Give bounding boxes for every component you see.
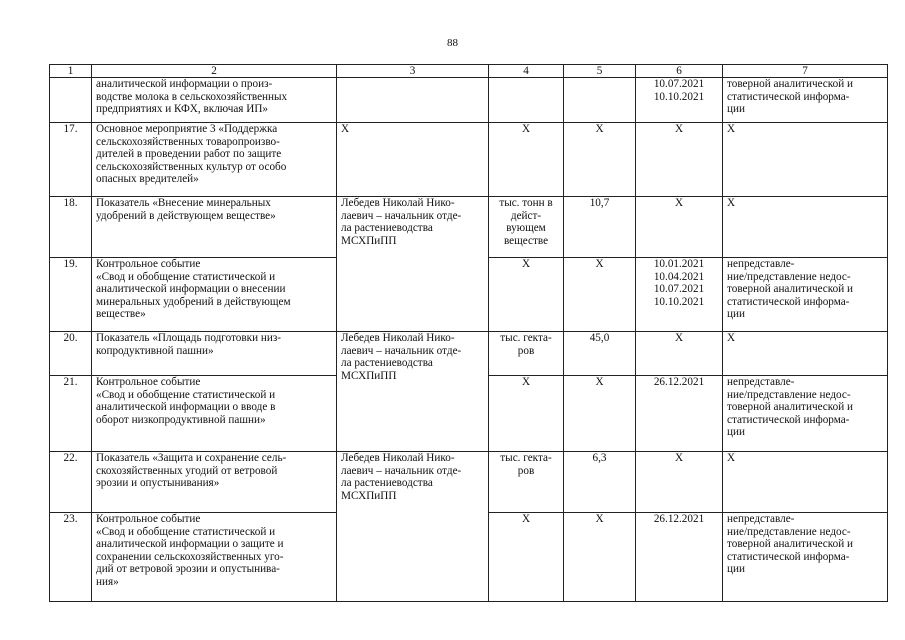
dates-cell (636, 258, 723, 332)
executor-cell (337, 78, 489, 123)
row-name-line: Контрольное событие (96, 376, 201, 388)
row-name-line: копродуктивной пашни» (96, 344, 214, 357)
value-cell: 45,0 (564, 332, 636, 376)
risk-line: ние/представление недос- (727, 270, 851, 283)
risk-line: Х (727, 332, 736, 344)
risk-line: статистической информа- (727, 550, 850, 563)
date-line: 10.07.2021 (653, 78, 705, 90)
executor-line: МСХПиПП (341, 369, 397, 382)
row-name-cell (92, 452, 337, 513)
row-name-cell (92, 197, 337, 258)
value-cell (564, 78, 636, 123)
table-row (50, 258, 888, 332)
unit-cell (489, 258, 564, 332)
row-name-cell (92, 123, 337, 197)
executor-cell (337, 513, 489, 602)
executor-line: Х (341, 123, 350, 135)
unit-line: ров (517, 344, 535, 357)
row-name-line: сохранении сельскохозяйственных уго- (96, 550, 284, 563)
date-line: 26.12.2021 (653, 376, 705, 388)
unit-line: ров (517, 464, 535, 477)
row-name-line: аналитической информации о внесении (96, 283, 286, 296)
value-cell: Х (564, 258, 636, 332)
row-number-cell: 17. (50, 123, 92, 197)
row-name-line: ния» (96, 575, 119, 588)
executor-cell (337, 332, 489, 452)
dates-cell (636, 123, 723, 197)
executor-line: ла растениеводства (341, 477, 433, 490)
risk-line: непредставле- (727, 376, 795, 388)
unit-line: дейст- (510, 209, 542, 222)
row-name-line: Показатель «Площадь подготовки низ- (96, 332, 282, 344)
risk-cell (723, 513, 888, 602)
risk-cell (723, 78, 888, 123)
date-line: 10.04.2021 (653, 270, 705, 283)
executor-cell (337, 452, 489, 513)
dates-cell (636, 452, 723, 513)
row-number-cell: 23. (50, 513, 92, 602)
row-name-line: Показатель «Защита и сохранение сель- (96, 452, 287, 464)
unit-cell (489, 197, 564, 258)
unit-line: Х (521, 513, 531, 525)
row-name-line: предприятиях и КФХ, включая ИП» (96, 103, 269, 116)
header-cell: 5 (564, 65, 636, 78)
unit-cell (489, 452, 564, 513)
risk-cell (723, 123, 888, 197)
unit-line: Х (521, 123, 531, 135)
row-name-cell (92, 332, 337, 376)
value-cell: 10,7 (564, 197, 636, 258)
risk-line: товерной аналитической и (727, 283, 854, 296)
row-name-line: удобрений в действующем веществе» (96, 209, 276, 222)
risk-line: ние/представление недос- (727, 525, 851, 538)
executor-line: Лебедев Николай Нико- (341, 452, 455, 464)
risk-line: Х (727, 452, 736, 464)
row-number-cell: 20. (50, 332, 92, 376)
row-number-cell: 21. (50, 376, 92, 452)
risk-line: Х (727, 197, 736, 209)
table-row (50, 452, 888, 513)
row-name-line: минеральных удобрений в действующем (96, 295, 291, 308)
row-name-cell (92, 376, 337, 452)
unit-cell (489, 376, 564, 452)
unit-line: Х (521, 258, 531, 270)
executor-cell (337, 197, 489, 258)
risk-line: статистической информа- (727, 295, 850, 308)
executor-line: ла растениеводства (341, 357, 433, 370)
header-cell: 4 (489, 65, 564, 78)
executor-line: лаевич – начальник отде- (341, 344, 462, 357)
executor-line: лаевич – начальник отде- (341, 209, 462, 222)
value-cell: Х (564, 513, 636, 602)
risk-line: Х (727, 123, 736, 135)
row-name-line: водстве молока в сельскохозяйственных (96, 90, 288, 103)
risk-line: ции (727, 426, 745, 439)
page-number: 88 (447, 37, 458, 49)
executor-line: Лебедев Николай Нико- (341, 197, 455, 209)
table-row (50, 123, 888, 197)
risk-line: непредставле- (727, 258, 795, 270)
date-line: Х (674, 332, 684, 344)
risk-cell (723, 258, 888, 332)
date-line: 10.10.2021 (653, 90, 705, 103)
value-cell: 6,3 (564, 452, 636, 513)
table-row (50, 197, 888, 258)
risk-line: ции (727, 103, 745, 116)
risk-line: товерной аналитической и (727, 78, 854, 90)
executor-line: ла растениеводства (341, 222, 433, 235)
date-line: 10.07.2021 (653, 283, 705, 296)
dates-cell (636, 332, 723, 376)
dates-cell (636, 197, 723, 258)
date-line: Х (674, 123, 684, 135)
row-name-line: аналитической информации о произ- (96, 78, 273, 90)
unit-cell (489, 123, 564, 197)
risk-line: товерной аналитической и (727, 401, 854, 414)
executor-cell (337, 123, 489, 197)
row-name-line: аналитической информации о защите и (96, 538, 284, 551)
table-row (50, 513, 888, 602)
unit-line: вующем (506, 222, 546, 235)
risk-line: ции (727, 563, 745, 576)
header-row (50, 65, 888, 78)
row-name-line: Контрольное событие (96, 513, 201, 525)
risk-cell (723, 197, 888, 258)
row-name-line: дий от ветровой эрозии и опустынива- (96, 563, 280, 576)
row-name-cell (92, 513, 337, 602)
unit-cell (489, 332, 564, 376)
row-name-line: дителей в проведении работ по защите (96, 148, 282, 161)
plan-table (49, 64, 888, 602)
executor-line: МСХПиПП (341, 489, 397, 502)
unit-line: Х (521, 376, 531, 388)
row-name-line: «Свод и обобщение статистической и (96, 388, 276, 401)
row-name-line: сельскохозяйственных товаропроизво- (96, 135, 280, 148)
row-number-cell: 19. (50, 258, 92, 332)
header-cell: 1 (50, 65, 92, 78)
header-cell: 7 (723, 65, 888, 78)
executor-cell (337, 258, 489, 332)
date-line: Х (674, 452, 684, 464)
risk-cell (723, 332, 888, 376)
executor-line: Лебедев Николай Нико- (341, 332, 455, 344)
date-line: 10.10.2021 (653, 295, 705, 308)
row-name-cell (92, 78, 337, 123)
risk-cell (723, 452, 888, 513)
risk-line: непредставле- (727, 513, 795, 525)
row-name-line: аналитической информации о вводе в (96, 401, 276, 414)
row-name-line: скохозяйственных угодий от ветровой (96, 464, 278, 477)
value-cell: Х (564, 376, 636, 452)
unit-line: тыс. тонн в (499, 197, 553, 209)
row-name-line: Основное мероприятие 3 «Поддержка (96, 123, 278, 135)
unit-cell (489, 78, 564, 123)
row-name-line: «Свод и обобщение статистической и (96, 270, 276, 283)
row-name-line: эрозии и опустынивания» (96, 477, 220, 490)
date-line: 26.12.2021 (653, 513, 705, 525)
date-line: Х (674, 197, 684, 209)
header-cell: 2 (92, 65, 337, 78)
table-row (50, 78, 888, 123)
row-number-cell (50, 78, 92, 123)
table-row (50, 332, 888, 376)
row-number-cell: 18. (50, 197, 92, 258)
row-name-line: Контрольное событие (96, 258, 201, 270)
date-line: 10.01.2021 (653, 258, 705, 270)
unit-line: веществе (503, 234, 549, 247)
row-name-line: веществе» (96, 308, 146, 321)
row-name-cell (92, 258, 337, 332)
unit-line: тыс. гекта- (500, 332, 552, 344)
risk-line: товерной аналитической и (727, 538, 854, 551)
row-number-cell: 22. (50, 452, 92, 513)
header-cell: 6 (636, 65, 723, 78)
row-name-line: оборот низкопродуктивной пашни» (96, 413, 266, 426)
row-name-line: опасных вредителей» (96, 173, 199, 186)
unit-cell (489, 513, 564, 602)
unit-line: тыс. гекта- (500, 452, 552, 464)
risk-line: статистической информа- (727, 90, 850, 103)
risk-line: статистической информа- (727, 413, 850, 426)
risk-line: ние/представление недос- (727, 388, 851, 401)
header-cell: 3 (337, 65, 489, 78)
row-name-line: сельскохозяйственных культур от особо (96, 160, 287, 173)
executor-line: лаевич – начальник отде- (341, 464, 462, 477)
dates-cell (636, 513, 723, 602)
row-name-line: «Свод и обобщение статистической и (96, 525, 276, 538)
risk-line: ции (727, 308, 745, 321)
row-name-line: Показатель «Внесение минеральных (96, 197, 271, 209)
dates-cell (636, 376, 723, 452)
dates-cell (636, 78, 723, 123)
risk-cell (723, 376, 888, 452)
value-cell: Х (564, 123, 636, 197)
executor-line: МСХПиПП (341, 234, 397, 247)
